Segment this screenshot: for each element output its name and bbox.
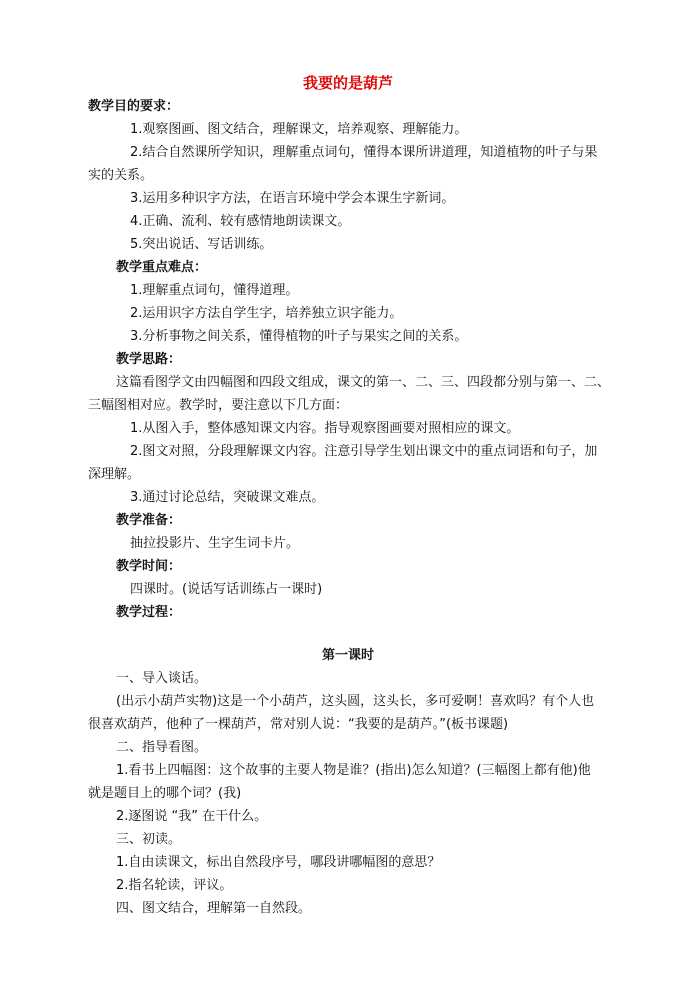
idea-line: 深理解。 [88,467,141,482]
idea-line: 这篇看图学文由四幅图和四段文组成，课文的第一、二、三、四段都分别与第一、二、 [116,375,611,390]
idea-line: 1.从图入手，整体感知课文内容。指导观察图画要对照相应的课文。 [130,421,520,436]
lesson-line: 1.自由读课文，标出自然段序号，哪段讲哪幅图的意思？ [116,855,441,870]
lesson-line: 2.逐图说 “我” 在干什么。 [116,809,268,824]
idea-heading: 教学思路： [116,352,182,367]
prep-heading: 教学准备： [116,513,182,528]
lesson-title: 第一课时 [321,648,374,663]
key-line: 3.分析事物之间关系，懂得植物的叶子与果实之间的关系。 [130,329,468,344]
idea-line: 3.通过讨论总结，突破课文难点。 [130,490,325,505]
lesson-line: 2.指名轮读，评议。 [116,878,233,893]
idea-line: 2.图文对照，分段理解课文内容。注意引导学生划出课文中的重点词语和句子，加 [130,444,598,459]
goal-line: 4.正确、流利、较有感情地朗读课文。 [130,214,351,229]
goals-heading: 教学目的要求： [88,99,180,114]
process-heading: 教学过程： [116,605,182,620]
goal-line: 1.观察图画、图文结合，理解课文，培养观察、理解能力。 [130,122,468,137]
time-line: 四课时。(说话写话训练占一课时) [130,582,323,597]
lesson-line: 就是题目上的哪个词？(我) [88,786,242,801]
key-heading: 教学重点难点： [116,260,208,275]
lesson-line: 四、图文结合，理解第一自然段。 [116,901,312,916]
goal-line: 5.突出说话、写话训练。 [130,237,273,252]
goal-line: 2.结合自然课所学知识，理解重点词句，懂得本课所讲道理，知道植物的叶子与果 [130,145,598,160]
time-heading: 教学时间： [116,559,182,574]
goal-line: 3.运用多种识字方法，在语言环境中学会本课生字新词。 [130,191,455,206]
prep-line: 抽拉投影片、生字生词卡片。 [130,536,300,551]
lesson-line: 1.看书上四幅图：这个故事的主要人物是谁？(指出)怎么知道？(三幅图上都有他)他 [116,763,591,778]
lesson-line: 很喜欢葫芦，他种了一棵葫芦，常对别人说：“我要的是葫芦。”(板书课题) [88,717,509,732]
key-line: 2.运用识字方法自学生字，培养独立识字能力。 [130,306,403,321]
lesson-line: 三、初读。 [116,832,182,847]
document-title: 我要的是葫芦 [302,74,393,92]
goal-line: 实的关系。 [88,168,154,183]
lesson-line: 一、导入谈话。 [116,671,208,686]
lesson-line: 二、指导看图。 [116,740,208,755]
key-line: 1.理解重点词句，懂得道理。 [130,283,299,298]
lesson-line: (出示小葫芦实物)这是一个小葫芦，这头圆，这头长，多可爱啊！喜欢吗？有个人也 [116,694,595,709]
idea-line: 三幅图相对应。教学时，要注意以下几方面： [88,398,349,413]
